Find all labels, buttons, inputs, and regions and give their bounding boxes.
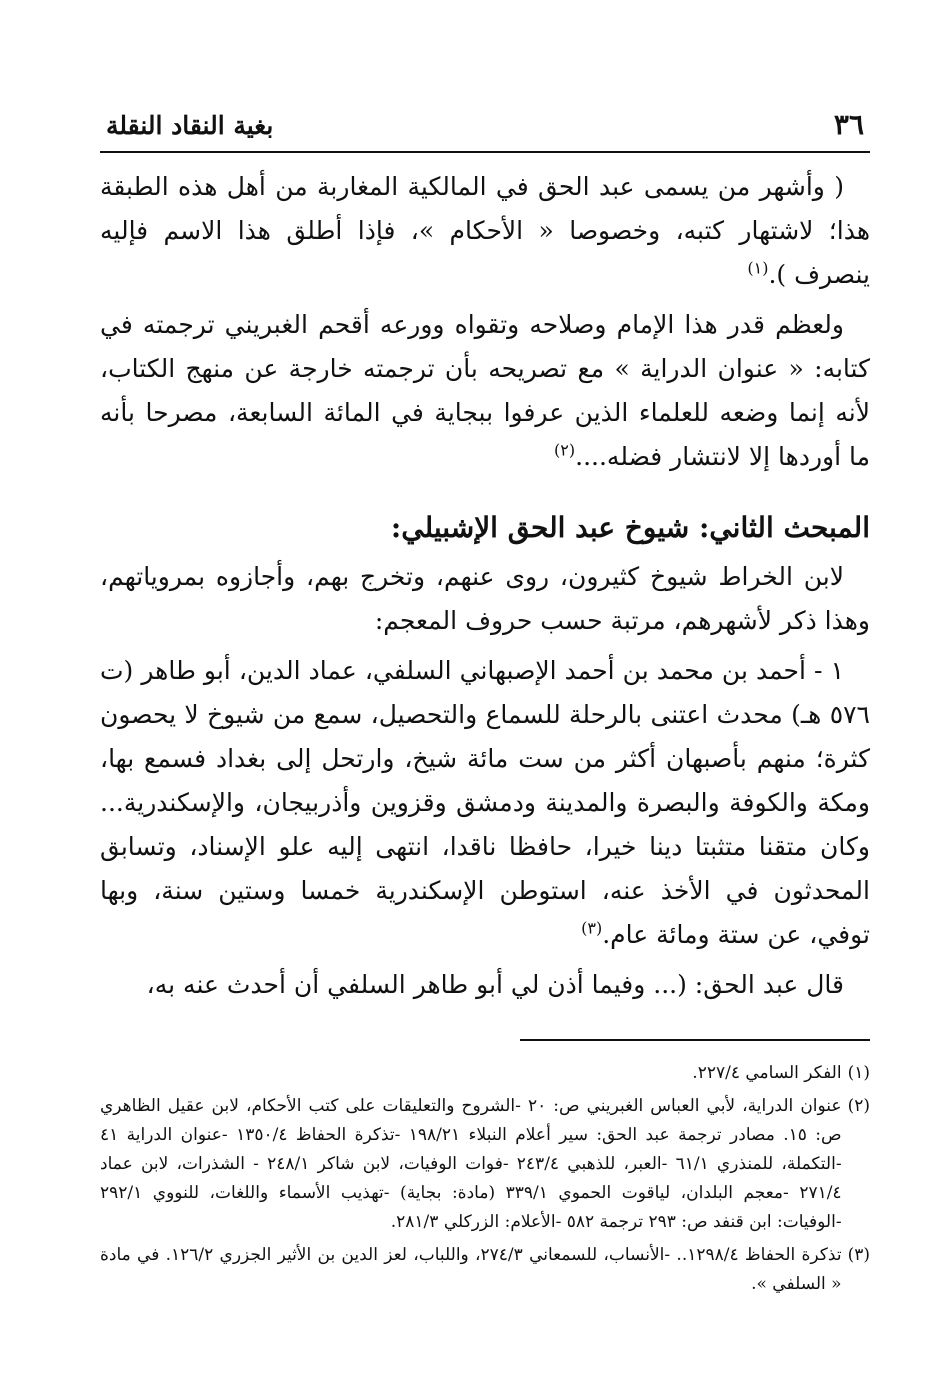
paragraph-text: ولعظم قدر هذا الإمام وصلاحه وتقواه وورعه أقحم الغبريني ترجمته في كتابه: « عنوان الدراية » مع تصريحه بأن ترجمته خارجة عن منهج الكتاب، لأنه إنما وضعه للعلماء الذين عرفوا ببجاية في المائة السابعة، مصرحا بأنه ما أوردها إلا لانتشار فضله....: [100, 310, 870, 471]
footnote-number: (٣): [847, 1245, 870, 1265]
footnote-text: الفكر السامي ٢٢٧/٤.: [692, 1063, 842, 1083]
footnote-number: (٢): [847, 1096, 870, 1116]
main-text: [100, 165, 870, 1007]
section-heading: المبحث الثاني: شيوخ عبد الحق الإشبيلي:: [390, 511, 870, 544]
page-number: ٣٦: [833, 108, 864, 141]
paragraph-text: لابن الخراط شيوخ كثيرون، روى عنهم، وتخرج بهم، وأجازوه بمروياتهم، وهذا ذكر لأشهرهم، مرتبة حسب حروف المعجم:: [100, 562, 870, 635]
paragraph: [100, 165, 870, 297]
paragraph-text: ( وأشهر من يسمى عبد الحق في المالكية المغاربة من أهل هذه الطبقة هذا؛ لاشتهار كتبه، وخصوصا « الأحكام »، فإذا أطلق هذا الاسم فإليه ينصرف ).: [100, 172, 870, 289]
paragraph: [100, 649, 870, 957]
book-page: [100, 108, 870, 1303]
paragraph-text: ١ - أحمد بن محمد بن أحمد الإصبهاني السلفي، عماد الدين، أبو طاهر (ت ٥٧٦ هـ) محدث اعتنى بالرحلة للسماع والتحصيل، سمع من شيوخ لا يحصون كثرة؛ منهم بأصبهان أكثر من ست مائة شيخ، وارتحل إلى بغداد فسمع بها، ومكة والكوفة والبصرة والمدينة ودمشق وقزوين وأذربيجان، والإسكندرية... وكان متقنا متثبتا دينا خيرا، حافظا ناقدا، انتهى إليه علو الإسناد، وتسابق المحدثون في الأخذ عنه، استوطن الإسكندرية خمسا وستين سنة، وبها توفي، عن ستة ومائة عام.: [100, 656, 870, 949]
footnote-number: (١): [847, 1063, 870, 1083]
footnote: [100, 1092, 870, 1237]
footnote: [100, 1241, 870, 1299]
paragraph: [100, 963, 870, 1007]
paragraph-text: قال عبد الحق: (... وفيما أذن لي أبو طاهر السلفي أن أحدث عنه به،: [146, 970, 844, 999]
footnote-text: تذكرة الحفاظ ١٢٩٨/٤.. -الأنساب، للسمعاني ٢٧٤/٣، واللباب، لعز الدين بن الأثير الجزري ١٢٦/٢. في مادة « السلفي ».: [100, 1245, 842, 1294]
footnotes: [100, 1059, 870, 1299]
paragraph: [100, 303, 870, 479]
footnote-text: عنوان الدراية، لأبي العباس الغبريني ص: ٢٠ -الشروح والتعليقات على كتب الأحكام، لابن عقيل الظاهري ص: ١٥. مصادر ترجمة عبد الحق: سير أعلام النبلاء ١٩٨/٢١ -تذكرة الحفاظ ١٣٥٠/٤ -عنوان الدراية ٤١ -التكملة، للمنذري ٦١/١ -العبر، للذهبي ٢٤٣/٤ -فوات الوفيات، لابن شاكر ٢٤٨/١ - الشذرات، لابن عماد ٢٧١/٤ -معجم البلدان، لياقوت الحموي ٣٣٩/١ (مادة: بجاية) -تهذيب الأسماء واللغات، للنووي ٢٩٢/١ -الوفيات: ابن قنفد ص: ٢٩٣ ترجمة ٥٨٢ -الأعلام: الزركلي ٢٨١/٣.: [100, 1096, 842, 1232]
running-header: [100, 108, 870, 153]
footnote-ref: (٢): [554, 440, 576, 460]
paragraph: [100, 555, 870, 643]
footnote: [100, 1059, 870, 1088]
footnote-divider: [520, 1039, 870, 1041]
book-title: بغية النقاد النقلة: [106, 111, 274, 140]
footnote-ref: (٣): [581, 918, 603, 938]
footnote-ref: (١): [747, 258, 769, 278]
